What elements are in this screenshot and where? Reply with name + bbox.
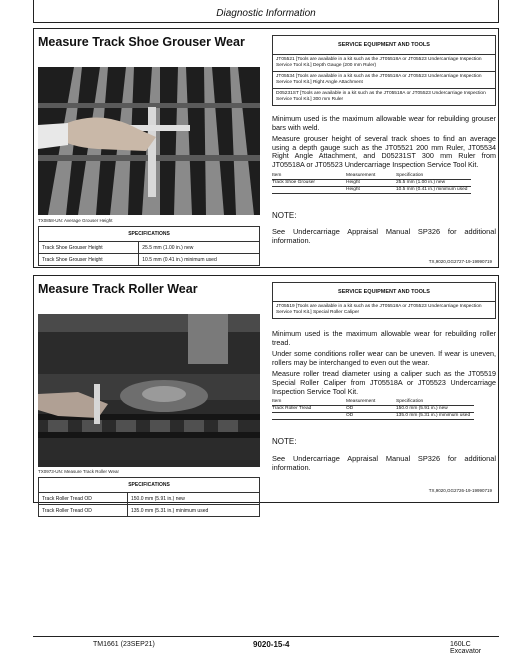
footer-model: 160LC Excavator (450, 641, 482, 655)
reference-code: TX,9020,GG2727-19-19990719 (428, 259, 492, 264)
measurement-table: Item Measurement Specification Track Shoe Grouser Height 25.5 mm (1.00 in.) new Height 10.5 mm (0.41 in.) minimum used (272, 173, 471, 194)
spec-header: SPECIFICATIONS (39, 478, 260, 493)
table-row: Track Roller Tread OD 150.0 mm (5.91 in.) new (272, 406, 474, 413)
see-manual-text: See Undercarriage Appraisal Manual SP326 for additional information. (272, 454, 496, 472)
note-label: NOTE: (272, 211, 297, 220)
section-grouser-wear (33, 28, 499, 268)
page-footer (33, 636, 499, 655)
photo-caption: TX0973-UN: Measure Track Roller Wear (38, 469, 119, 474)
section-body: Minimum used is the maximum allowable wear for rebuilding roller tread. Under some conditions roller wear can be uneven. If wear is uneven, rollers may be interchanged to even out the wear. Measure roller tread diameter using a caliper such as the JT05519 Special Roller Caliper from JT05518A or JT05523 Undercarriage Inspection Service Tool Kit. Item Measurement Specification Track Roller Tread OD 150.0 mm (5.91 in.) new OD 135.0 mm (5.31 in.) minimum used (272, 329, 496, 419)
table-row: Track Shoe Grouser Height 25.5 mm (1.00 in.) new (272, 179, 471, 186)
footer-manual-id: TM1661 (23SEP21) (93, 641, 155, 648)
reference-code: TX,9020,GG2726-19-19990719 (428, 488, 492, 493)
table-row: OD 135.0 mm (5.31 in.) minimum used (272, 413, 474, 420)
table-row: Height 10.5 mm (0.41 in.) minimum used (272, 186, 471, 193)
table-row: Track Roller Tread OD 135.0 mm (5.31 in.) minimum used (39, 505, 260, 517)
spec-header: SPECIFICATIONS (39, 227, 260, 242)
roller-photo (38, 314, 260, 467)
table-row: JT05519 [Tools are available in a kit such as the JT05518A or JT05523 Undercarriage Inspection Service Tool Kit.] Special Roller Caliper (273, 302, 496, 319)
table-row: Track Shoe Grouser Height 10.5 mm (0.41 in.) minimum used (39, 254, 260, 266)
photo-caption: TX0858-UN: Average Grouser Height (38, 218, 113, 223)
table-row: JT05521 [Tools are available in a kit such as the JT05518A or JT05523 Undercarriage Inspection Service Tool Kit.] Depth Gauge (200 mm Ruler) (273, 55, 496, 72)
service-header: SERVICE EQUIPMENT AND TOOLS (273, 36, 496, 55)
service-tools-table (272, 35, 496, 106)
footer-page-number: 9020-15-4 (253, 640, 290, 649)
see-manual-text: See Undercarriage Appraisal Manual SP326 for additional information. (272, 227, 496, 245)
note-label: NOTE: (272, 437, 297, 446)
specifications-table (38, 226, 260, 266)
service-tools-table (272, 282, 496, 319)
specifications-table (38, 477, 260, 517)
table-row: Track Shoe Grouser Height 25.5 mm (1.00 in.) new (39, 242, 260, 254)
measurement-table: Item Measurement Specification Track Roller Tread OD 150.0 mm (5.91 in.) new OD 135.0 mm (5.31 in.) minimum used (272, 399, 474, 420)
table-row: D05231ST [Tools are available in a kit such as the JT05518A or JT05523 Undercarriage Inspection Service Tool Kit.] 300 mm Ruler (273, 89, 496, 106)
header-title: Diagnostic Information (216, 8, 316, 19)
grouser-photo (38, 67, 260, 215)
page-header (33, 0, 499, 23)
section-title: Measure Track Shoe Grouser Wear (38, 35, 245, 49)
table-row: Track Roller Tread OD 150.0 mm (5.91 in.) new (39, 493, 260, 505)
section-body: Minimum used is the maximum allowable wear for rebuilding grouser bars with weld. Measure grouser height of several track shoes to find an average using a depth gauge such as the JT05521 200 mm Ruler, JT05534 Right Angle Attachment, and D05231ST 300 mm Ruler from JT05518A or JT05523 Undercarriage Inspection Service Tool Kit. Item Measurement Specification Track Shoe Grouser Height 25.5 mm (1.00 in.) new Height 10.5 mm (0.41 in.) minimum used (272, 114, 496, 192)
section-roller-wear (33, 275, 499, 514)
section-title: Measure Track Roller Wear (38, 282, 198, 296)
service-header: SERVICE EQUIPMENT AND TOOLS (273, 283, 496, 302)
table-row: JT05534 [Tools are available in a kit such as the JT05518A or JT05523 Undercarriage Inspection Service Tool Kit.] Right Angle Attachment (273, 72, 496, 89)
